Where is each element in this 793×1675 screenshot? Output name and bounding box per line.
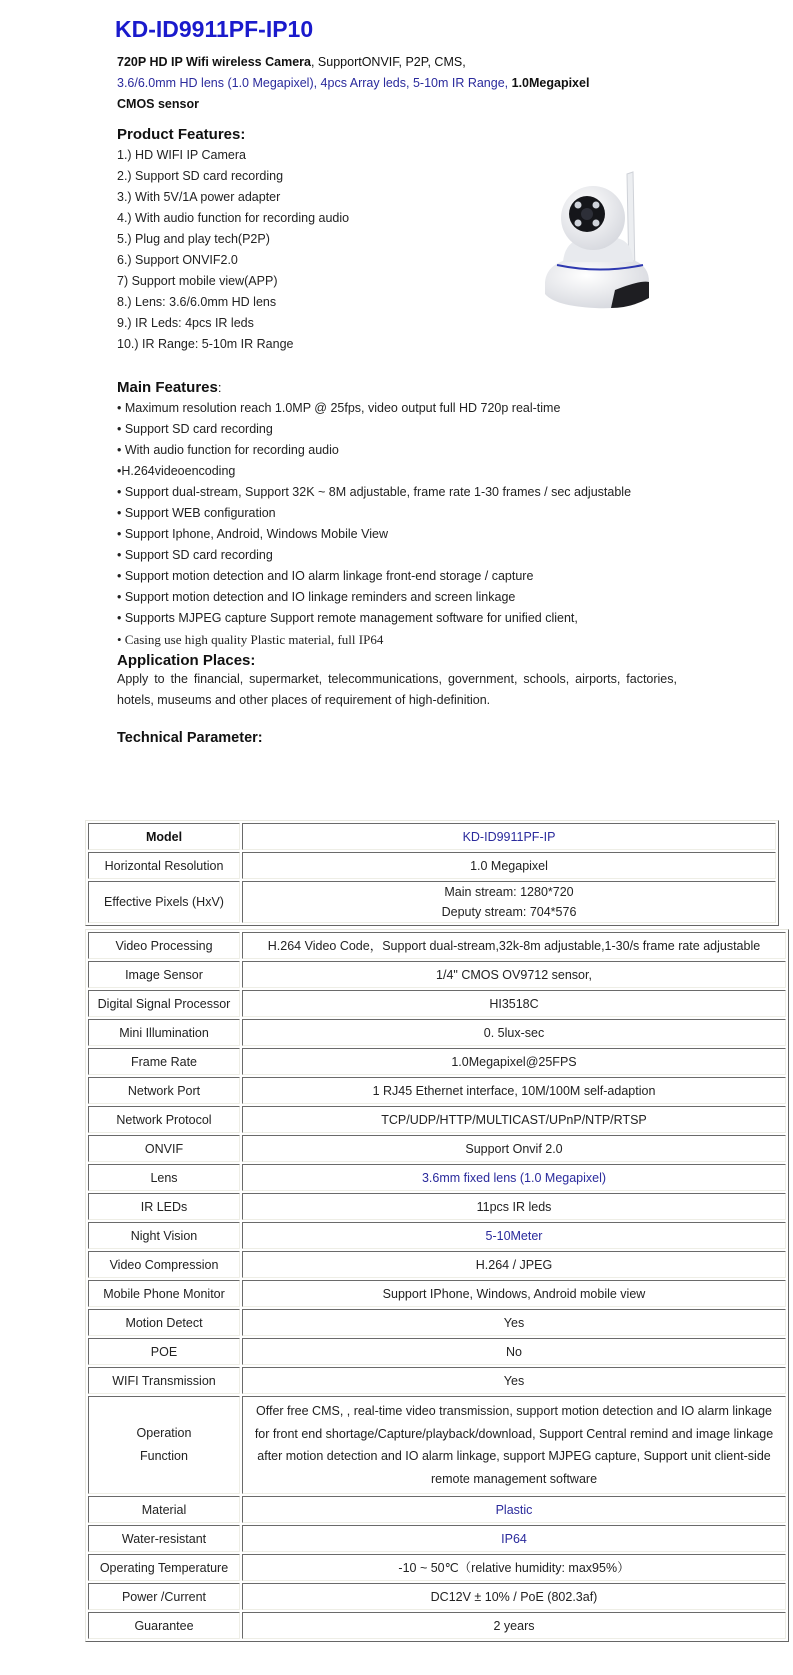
ip-camera-icon bbox=[545, 170, 655, 320]
list-item: • Maximum resolution reach 1.0MP @ 25fps, video output full HD 720p real-time bbox=[117, 401, 561, 415]
table-row bbox=[88, 961, 786, 988]
spec-key: Mobile Phone Monitor bbox=[88, 1280, 240, 1307]
spec-key: Horizontal Resolution bbox=[88, 852, 240, 879]
list-item: • Supports MJPEG capture Support remote management software for unified client, bbox=[117, 611, 578, 625]
spec-key: Material bbox=[88, 1496, 240, 1523]
spec-key: Motion Detect bbox=[88, 1309, 240, 1336]
spec-table-2 bbox=[85, 929, 789, 1642]
main-features-heading-text: Main Features bbox=[117, 379, 218, 396]
list-item: 6.) Support ONVIF2.0 bbox=[117, 253, 238, 267]
spec-key-line: Operation bbox=[136, 1426, 192, 1440]
spec-value: IP64 bbox=[242, 1525, 786, 1552]
list-item: • Support Iphone, Android, Windows Mobile View bbox=[117, 527, 388, 541]
spec-key: Digital Signal Processor bbox=[88, 990, 240, 1017]
spec-table-1 bbox=[85, 820, 779, 926]
application-places-heading: Application Places: bbox=[117, 652, 256, 669]
table-row bbox=[88, 1222, 786, 1249]
subtitle-line-3: CMOS sensor bbox=[117, 97, 199, 111]
spec-value: 0. 5lux-sec bbox=[242, 1019, 786, 1046]
table-row bbox=[88, 1251, 786, 1278]
table-row bbox=[88, 1164, 786, 1191]
list-item: 2.) Support SD card recording bbox=[117, 169, 284, 183]
main-features-list bbox=[117, 398, 631, 650]
spec-key: Guarantee bbox=[88, 1612, 240, 1639]
list-item: • Support motion detection and IO linkage reminders and screen linkage bbox=[117, 590, 516, 604]
spec-key: Video Compression bbox=[88, 1251, 240, 1278]
application-places-text: Apply to the financial, supermarket, telecommunications, government, schools, airports, factories, hotels, museums and other places of requirement of high-definition. bbox=[117, 672, 677, 707]
spec-value: DC12V ± 10% / PoE (802.3af) bbox=[242, 1583, 786, 1610]
spec-value: H.264 Video Code，Support dual-stream,32k-8m adjustable,1-30/s frame rate adjustable bbox=[242, 932, 786, 959]
list-item: 5.) Plug and play tech(P2P) bbox=[117, 232, 270, 246]
table-row bbox=[88, 852, 776, 879]
list-item: 8.) Lens: 3.6/6.0mm HD lens bbox=[117, 295, 277, 309]
product-subtitle bbox=[117, 52, 677, 115]
product-features-list bbox=[117, 145, 349, 355]
table-row bbox=[88, 990, 786, 1017]
spec-key: Frame Rate bbox=[88, 1048, 240, 1075]
spec-key bbox=[88, 1396, 240, 1494]
spec-value: TCP/UDP/HTTP/MULTICAST/UPnP/NTP/RTSP bbox=[242, 1106, 786, 1133]
spec-key: ONVIF bbox=[88, 1135, 240, 1162]
list-item: • Support motion detection and IO alarm linkage front-end storage / capture bbox=[117, 569, 534, 583]
spec-value: 1.0 Megapixel bbox=[242, 852, 776, 879]
spec-value-line: Deputy stream: 704*576 bbox=[441, 905, 577, 919]
list-item: • Support SD card recording bbox=[117, 422, 273, 436]
spec-key: Model bbox=[88, 823, 240, 850]
table-row bbox=[88, 1309, 786, 1336]
spec-key-line: Function bbox=[140, 1449, 188, 1463]
spec-key: Mini Illumination bbox=[88, 1019, 240, 1046]
spec-value: No bbox=[242, 1338, 786, 1365]
table-row bbox=[88, 1554, 786, 1581]
list-item: • Support dual-stream, Support 32K ~ 8M adjustable, frame rate 1-30 frames / sec adjustable bbox=[117, 485, 632, 499]
spec-key: Night Vision bbox=[88, 1222, 240, 1249]
table-row bbox=[88, 1525, 786, 1552]
subtitle-rest: , SupportONVIF, P2P, CMS, bbox=[310, 55, 466, 69]
list-item: 10.) IR Range: 5-10m IR Range bbox=[117, 337, 294, 351]
spec-value: -10 ~ 50℃（relative humidity: max95%） bbox=[242, 1554, 786, 1581]
spec-value: H.264 / JPEG bbox=[242, 1251, 786, 1278]
table-row bbox=[88, 1077, 786, 1104]
list-item: 1.) HD WIFI IP Camera bbox=[117, 148, 246, 162]
table-row bbox=[88, 1193, 786, 1220]
spec-key: Lens bbox=[88, 1164, 240, 1191]
spec-value bbox=[242, 881, 776, 923]
spec-key: Image Sensor bbox=[88, 961, 240, 988]
spec-value: Support IPhone, Windows, Android mobile view bbox=[242, 1280, 786, 1307]
spec-value: 5-10Meter bbox=[242, 1222, 786, 1249]
spec-value: Offer free CMS, , real-time video transmission, support motion detection and IO alarm linkage for front end shortage/Capture/playback/download, Support Central remind and image linkage after motion detection and IO alarm linkage, support MJPEG capture, Support unit client-side remote management software bbox=[242, 1396, 786, 1494]
list-item: • With audio function for recording audio bbox=[117, 443, 339, 457]
technical-parameter-heading: Technical Parameter: bbox=[117, 730, 263, 746]
list-item: 9.) IR Leds: 4pcs IR leds bbox=[117, 316, 254, 330]
table-row bbox=[88, 1135, 786, 1162]
spec-value: 3.6mm fixed lens (1.0 Megapixel) bbox=[242, 1164, 786, 1191]
list-item: •H.264videoencoding bbox=[117, 464, 236, 478]
spec-value: HI3518C bbox=[242, 990, 786, 1017]
table-row bbox=[88, 1280, 786, 1307]
table-row bbox=[88, 1367, 786, 1394]
main-features-heading bbox=[117, 379, 222, 396]
subtitle-line-2 bbox=[117, 73, 677, 94]
table-row bbox=[88, 823, 776, 850]
table-row bbox=[88, 1612, 786, 1639]
spec-value: 11pcs IR leds bbox=[242, 1193, 786, 1220]
spec-value: Yes bbox=[242, 1367, 786, 1394]
subtitle-line-1 bbox=[117, 52, 677, 73]
table-row bbox=[88, 1048, 786, 1075]
list-item: 7) Support mobile view(APP) bbox=[117, 274, 278, 288]
spec-value: 1 RJ45 Ethernet interface, 10M/100M self-adaption bbox=[242, 1077, 786, 1104]
table-row bbox=[88, 1496, 786, 1523]
spec-value: Plastic bbox=[242, 1496, 786, 1523]
table-row bbox=[88, 1338, 786, 1365]
spec-key: WIFI Transmission bbox=[88, 1367, 240, 1394]
spec-value: 1.0Megapixel@25FPS bbox=[242, 1048, 786, 1075]
list-item: 3.) With 5V/1A power adapter bbox=[117, 190, 281, 204]
spec-key: Power /Current bbox=[88, 1583, 240, 1610]
spec-key: Video Processing bbox=[88, 932, 240, 959]
spec-value-line: Main stream: 1280*720 bbox=[444, 885, 574, 899]
table-row bbox=[88, 932, 786, 959]
spec-key: Operating Temperature bbox=[88, 1554, 240, 1581]
list-item: • Casing use high quality Plastic material, full IP64 bbox=[117, 632, 384, 647]
table-row bbox=[88, 1019, 786, 1046]
product-features-heading: Product Features: bbox=[117, 126, 246, 143]
product-title: KD-ID9911PF-IP10 bbox=[115, 16, 314, 42]
spec-key: Network Protocol bbox=[88, 1106, 240, 1133]
table-row bbox=[88, 1396, 786, 1494]
spec-key: Network Port bbox=[88, 1077, 240, 1104]
subtitle-rest-2: 1.0Megapixel bbox=[508, 76, 590, 90]
list-item: 4.) With audio function for recording audio bbox=[117, 211, 350, 225]
spec-key: IR LEDs bbox=[88, 1193, 240, 1220]
spec-key: Water-resistant bbox=[88, 1525, 240, 1552]
spec-key: POE bbox=[88, 1338, 240, 1365]
table-row bbox=[88, 1583, 786, 1610]
spec-value: 1/4" CMOS OV9712 sensor, bbox=[242, 961, 786, 988]
spec-value: Support Onvif 2.0 bbox=[242, 1135, 786, 1162]
subtitle-bold: 720P HD IP Wifi wireless Camera bbox=[117, 55, 311, 69]
spec-value: Yes bbox=[242, 1309, 786, 1336]
spec-value: 2 years bbox=[242, 1612, 786, 1639]
table-row bbox=[88, 881, 776, 923]
list-item: • Support WEB configuration bbox=[117, 506, 276, 520]
subtitle-blue: 3.6/6.0mm HD lens (1.0 Megapixel), 4pcs Array leds, 5-10m IR Range, bbox=[117, 76, 509, 90]
camera-image bbox=[545, 170, 655, 320]
spec-key: Effective Pixels (HxV) bbox=[88, 881, 240, 923]
spec-value: KD-ID9911PF-IP bbox=[242, 823, 776, 850]
list-item: • Support SD card recording bbox=[117, 548, 273, 562]
main-features-colon: : bbox=[217, 380, 222, 395]
table-row bbox=[88, 1106, 786, 1133]
